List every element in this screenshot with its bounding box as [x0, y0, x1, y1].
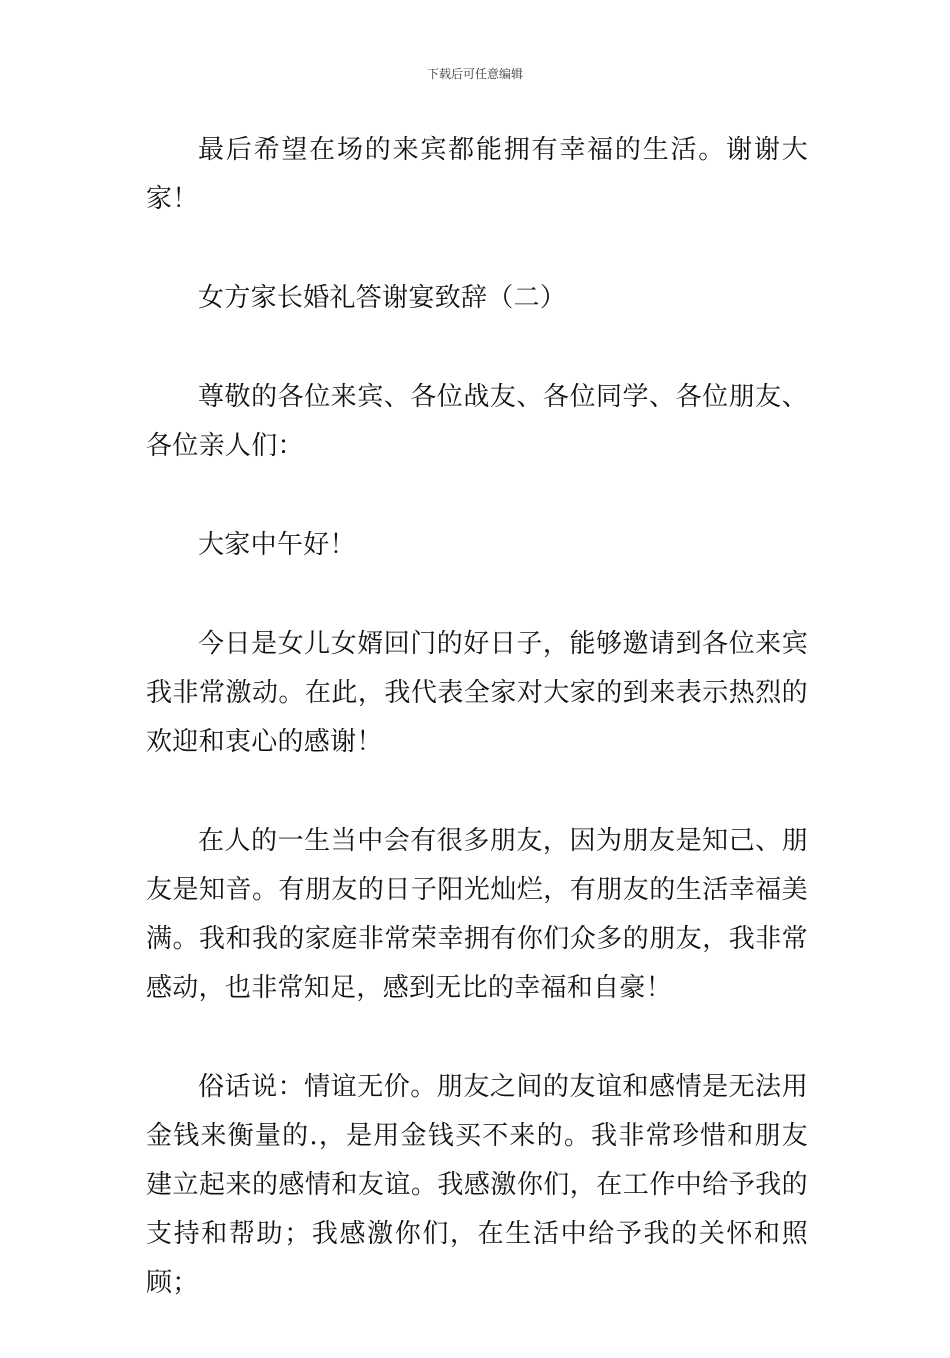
page-header: 下载后可任意编辑	[426, 67, 523, 81]
paragraph-welcome: 今日是女儿女婿回门的好日子，能够邀请到各位来宾我非常激动。在此，我代表全家对大家的到来表示热烈的欢迎和衷心的感谢！	[146, 629, 808, 757]
paragraph-friendship: 俗话说：情谊无价。朋友之间的友谊和感情是无法用金钱来衡量的.，是用金钱买不来的。我非常珍惜和朋友建立起来的感情和友谊。我感激你们，在工作中给予我的支持和帮助；我感激你们，在生活中给予我的关怀和照顾；	[146, 1072, 808, 1298]
document-body	[146, 126, 808, 1358]
paragraph-closing-wish: 最后希望在场的来宾都能拥有幸福的生活。谢谢大家！	[146, 135, 808, 214]
paragraph-friends: 在人的一生当中会有很多朋友，因为朋友是知己、朋友是知音。有朋友的日子阳光灿烂，有朋友的生活幸福美满。我和我的家庭非常荣幸拥有你们众多的朋友，我非常感动，也非常知足，感到无比的幸福和自豪！	[146, 826, 808, 1003]
paragraph-salutation: 尊敬的各位来宾、各位战友、各位同学、各位朋友、各位亲人们：	[146, 382, 808, 461]
section-title: 女方家长婚礼答谢宴致辞（二）	[198, 283, 567, 313]
paragraph-greeting: 大家中午好！	[198, 530, 356, 560]
